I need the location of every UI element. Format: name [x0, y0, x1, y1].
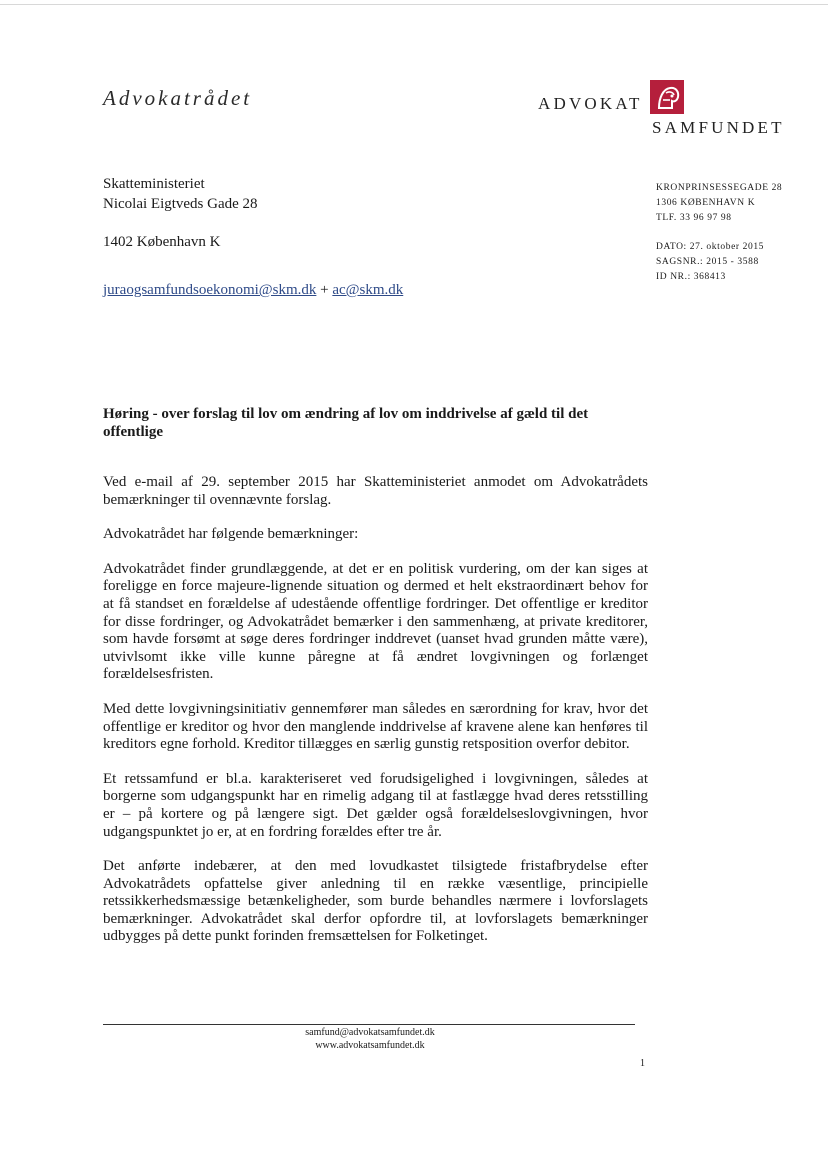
logo-word-samfundet: SAMFUNDET: [652, 118, 785, 137]
scan-edge-line: [0, 4, 828, 5]
logo-word-advokat: ADVOKAT: [538, 94, 643, 113]
recipient-street: Nicolai Eigtveds Gade 28: [103, 196, 258, 212]
id-number: ID NR.: 368413: [656, 272, 726, 282]
recipient-emails: [103, 282, 403, 299]
email-link-ac[interactable]: ac@skm.dk: [332, 282, 404, 298]
recipient-city: 1402 København K: [103, 234, 221, 250]
sender-city: 1306 KØBENHAVN K: [656, 198, 756, 208]
paragraph: Med dette lovgivningsinitiativ gennemfører man således en særordning for krav, hvor det offentlige er kreditor og hvor den manglende inddrivelse af kravene alene kan henføres til kreditors egne forhold. Kreditor tillægges en særlig gunstig retsposition overfor debitor.: [103, 700, 648, 753]
paragraph: Et retssamfund er bl.a. karakteriseret ved forudsigelighed i lovgivningen, således at borgerne som udgangspunkt har en rimelig adgang til at fastlægge hvad deres retsstilling er – på kortere og på længere sigt. Det gælder også forældelseslovgivningen, hvor udgangspunktet jo er, at en fordring forældes efter tre år.: [103, 770, 648, 840]
footer: [0, 1026, 740, 1052]
paragraph: Advokatrådet finder grundlæggende, at det er en politisk vurdering, om der kan siges at foreligge en force majeure-lignende situation og dermed et helt ekstraordinært behov for at få standset en forældelse af udestående offentlige fordringer. Det offentlige er kreditor for disse fordringer, og Advokatrådet bemærker i den sammenhæng, at private kreditorer, som havde forsømt at søge deres fordringer inddrevet (uanset hvad grunden måtte være), utvivlsomt ikke ville kunne påregne at få ændret lovgivningen og forlænget forældelsesfristen.: [103, 560, 648, 683]
recipient-address: [103, 174, 258, 252]
page-number: 1: [640, 1058, 645, 1069]
advokatraadet-wordmark: Advokatrådet: [103, 86, 253, 110]
recipient-name: Skatteministeriet: [103, 176, 205, 192]
email-link-jura[interactable]: juraogsamfundsoekonomi@skm.dk: [103, 282, 317, 298]
sender-phone: TLF. 33 96 97 98: [656, 213, 732, 223]
footer-divider: [103, 1024, 635, 1025]
paragraph: Det anførte indebærer, at den med lovudkastet tilsigtede fristafbrydelse efter Advokatrådets opfattelse giver anledning til en række væsentlige, principielle retssikkerhedsmæssige betænkeligheder, som burde behandles nærmere i lovforslagets bemærkninger. Advokatrådet skal derfor opfordre til, at lovforslagets bemærkninger udbygges på dette punkt forinden fremsættelsen for Folketinget.: [103, 858, 648, 945]
letter-subject: Høring - over forslag til lov om ændring af lov om inddrivelse af gæld til det offentlige: [103, 406, 589, 440]
email-separator: +: [320, 282, 329, 298]
footer-email: samfund@advokatsamfundet.dk: [305, 1027, 435, 1038]
letter-body: [103, 474, 648, 963]
paragraph: Advokatrådet har følgende bemærkninger:: [103, 526, 359, 543]
paragraph: Ved e-mail af 29. september 2015 har Skatteministeriet anmodet om Advokatrådets bemærkninger til ovennævnte forslag.: [103, 474, 648, 508]
helmet-emblem-icon: [650, 80, 684, 114]
sender-street: KRONPRINSESSEGADE 28: [656, 183, 783, 193]
footer-website: www.advokatsamfundet.dk: [315, 1040, 425, 1051]
advokatsamfundet-logo: [538, 80, 798, 140]
letter-date: DATO: 27. oktober 2015: [656, 242, 765, 252]
case-number: SAGSNR.: 2015 - 3588: [656, 257, 759, 267]
sender-details: [656, 181, 782, 285]
